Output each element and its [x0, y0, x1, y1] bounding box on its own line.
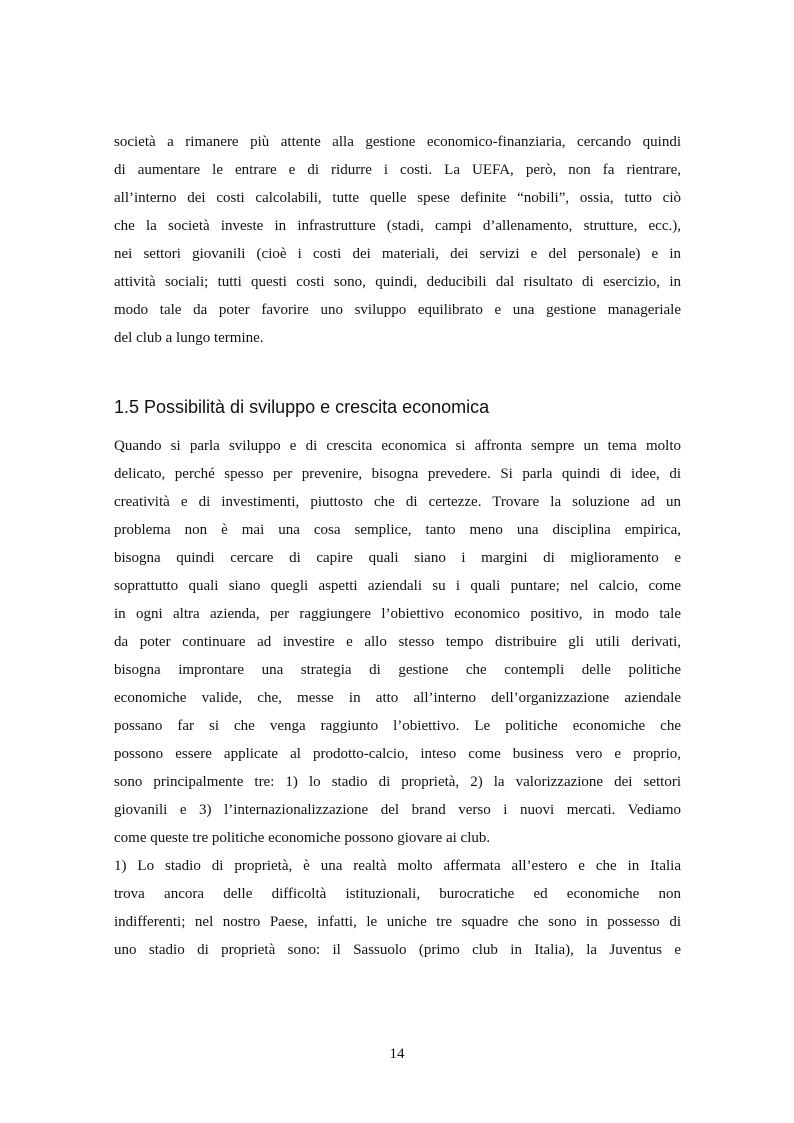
text-line: attività sociali; tutti questi costi sono, quindi, deducibili dal risultato di esercizio, in	[114, 274, 681, 290]
text-line: delicato, perché spesso per prevenire, bisogna prevedere. Si parla quindi di idee, di	[114, 466, 681, 482]
text-line: possano far si che venga raggiunto l’obiettivo. Le politiche economiche che	[114, 718, 681, 734]
page-content	[114, 128, 681, 964]
page-number: 14	[389, 1046, 405, 1062]
text-line: modo tale da poter favorire uno sviluppo equilibrato e una gestione manageriale	[114, 302, 681, 318]
text-line: trova ancora delle difficoltà istituzionali, burocratiche ed economiche non	[114, 886, 681, 902]
text-line: possono essere applicate al prodotto-calcio, inteso come business vero e proprio,	[114, 746, 681, 762]
text-line: indifferenti; nel nostro Paese, infatti, le uniche tre squadre che sono in possesso di	[114, 914, 681, 930]
section-paragraph-1	[114, 432, 681, 852]
text-line: di aumentare le entrare e di ridurre i costi. La UEFA, però, non fa rientrare,	[114, 162, 681, 178]
text-line: creatività e di investimenti, piuttosto che di certezze. Trovare la soluzione ad un	[114, 494, 681, 510]
text-line: uno stadio di proprietà sono: il Sassuolo (primo club in Italia), la Juventus e	[114, 942, 681, 958]
text-line: del club a lungo termine.	[114, 330, 264, 346]
text-line: all’interno dei costi calcolabili, tutte quelle spese definite “nobili”, ossia, tutto ciò	[114, 190, 681, 206]
text-line: Quando si parla sviluppo e di crescita economica si affronta sempre un tema molto	[114, 438, 681, 454]
text-line: nei settori giovanili (cioè i costi dei materiali, dei servizi e del personale) e in	[114, 246, 681, 262]
text-line: 1) Lo stadio di proprietà, è una realtà molto affermata all’estero e che in Italia	[114, 858, 681, 874]
text-line: problema non è mai una cosa semplice, tanto meno una disciplina empirica,	[114, 522, 681, 538]
text-line: economiche valide, che, messe in atto all’interno dell’organizzazione aziendale	[114, 690, 681, 706]
text-line: da poter continuare ad investire e allo stesso tempo distribuire gli utili derivati,	[114, 634, 681, 650]
text-line: come queste tre politiche economiche possono giovare ai club.	[114, 830, 491, 846]
intro-paragraph	[114, 128, 681, 352]
section-body	[114, 432, 681, 964]
text-line: società a rimanere più attente alla gestione economico-finanziaria, cercando quindi	[114, 134, 681, 150]
text-line: soprattutto quali siano quegli aspetti aziendali su i quali puntare; nel calcio, come	[114, 578, 681, 594]
section-paragraph-2	[114, 852, 681, 964]
text-line: bisogna improntare una strategia di gestione che contempli delle politiche	[114, 662, 681, 678]
text-line: in ogni altra azienda, per raggiungere l’obiettivo economico positivo, in modo tale	[114, 606, 681, 622]
text-line: giovanili e 3) l’internazionalizzazione del brand verso i nuovi mercati. Vediamo	[114, 802, 681, 818]
section-heading: 1.5 Possibilità di sviluppo e crescita economica	[114, 397, 490, 417]
text-line: sono principalmente tre: 1) lo stadio di proprietà, 2) la valorizzazione dei settori	[114, 774, 681, 790]
text-line: bisogna quindi cercare di capire quali siano i margini di miglioramento e	[114, 550, 681, 566]
text-line: che la società investe in infrastrutture (stadi, campi d’allenamento, strutture, ecc.),	[114, 218, 681, 234]
